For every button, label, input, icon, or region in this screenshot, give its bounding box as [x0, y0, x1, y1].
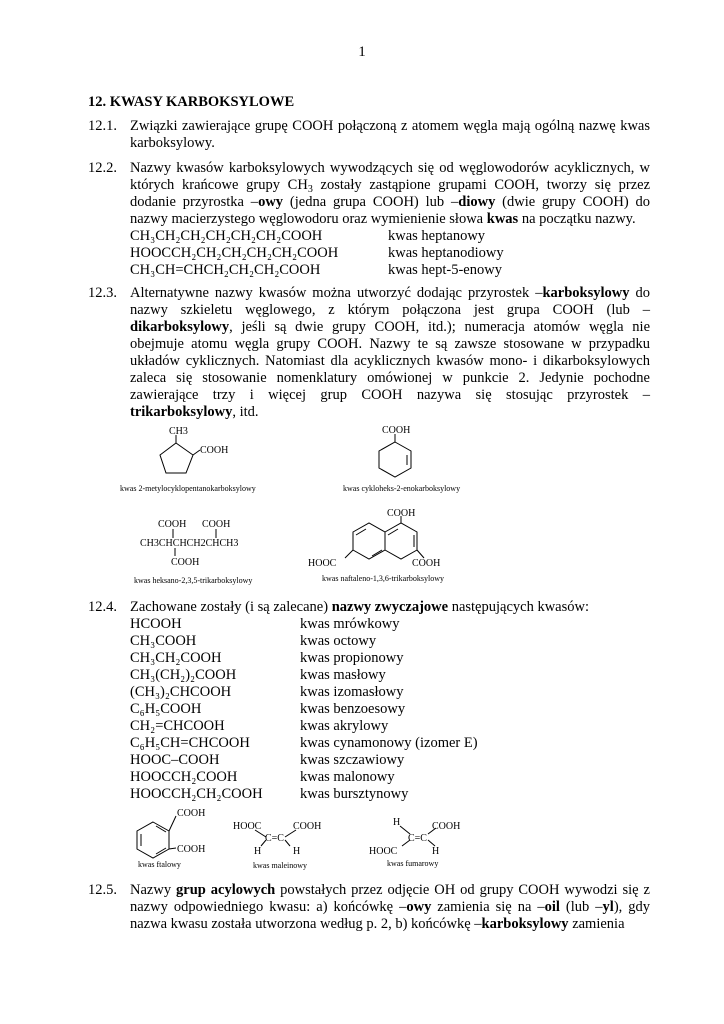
naphthalene-right-ring: [385, 523, 417, 559]
structures-figure-1: [0, 420, 724, 590]
caption: kwas ftalowy: [138, 860, 181, 869]
formula: C₆H₅COOH: [130, 701, 202, 717]
section-text: Nazwy kwasów karboksylowych wywodzących się od węglowodorów acyklicznych, w których krańcowe grupy $CH_3$ zostały zastąpione grupami COOH, tworzy się przez dodanie przyrostka –owy (jedna grupa COOH) lub –diowy (dwie grupy COOH) do nazwy macierzystego węglowodoru oraz wymienienie słowa kwas na początku nazwy.: [130, 160, 651, 227]
section-text: Nazwy grup acylowych powstałych przez odjęcie OH od grupy COOH wywodzi się z nazwy odpowiedniego kwasu: a) końcówkę –owy zamienia się na –oil (lub –yl), gdy nazwa kwasu została utworzona według p. 2, b) końcówkę –karboksylowy zamienia: [130, 882, 650, 932]
section-text: Alternatywne nazwy kwasów można utworzyć dodając przyrostek –karboksylowy do nazwy szkieletu węglowego, z którym połączona jest grupa COOH (lub – dikarboksylowy, jeśli są dwie grupy COOH, itd.); numeracja atomów węgla nie obejmuje atomu węgla grupy COOH. Nazwy te są zawsze stosowane w przypadku układów cyklicznych. Natomiast dla acyklicznych kwasów mono- i dikarboksylowych zaleca się stosowanie nomenklatury omówionej w punkcie 2. Jedynie pochodne zawierające trzy i więcej grup COOH nazywa się stosując przyrostek – trikarboksylowy, itd.: [130, 285, 651, 420]
formula: CH₂=CHCOOH: [130, 718, 225, 734]
acid-name: kwas akrylowy: [300, 718, 389, 734]
hooc-label: HOOC: [369, 846, 398, 857]
section-heading: 12. KWASY KARBOKSYLOWE: [88, 94, 295, 110]
section-number: 12.2.: [88, 160, 117, 176]
cooh-label: COOH: [293, 821, 322, 832]
formula: HOOCCH₂CH₂COOH: [130, 786, 263, 802]
acid-name: kwas cynamonowy (izomer E): [300, 735, 478, 751]
section-number: 12.1.: [88, 118, 117, 134]
cooh-label: COOH: [202, 519, 231, 530]
cooh-label: COOH: [200, 445, 229, 456]
formula: HOOC–COOH: [130, 752, 220, 768]
hooc-label: HOOC: [233, 821, 262, 832]
acid-name: kwas propionowy: [300, 650, 404, 666]
formula: HOOCCH₂CH₂CH₂CH₂CH₂COOH: [130, 245, 339, 261]
cyclopentane-ring: [160, 443, 193, 473]
cooh-label: COOH: [412, 558, 441, 569]
formula: (CH₃)₂CHCOOH: [130, 684, 232, 700]
section-12-1: [88, 118, 650, 152]
cooh-label: COOH: [387, 508, 416, 519]
h-label: H: [393, 817, 401, 828]
section-number: 12.4.: [88, 599, 117, 615]
section-12-5: [88, 882, 650, 933]
section-12-2: [88, 160, 650, 228]
formula: HCOOH: [130, 616, 182, 632]
caption: kwas cykloheks-2-enokarboksylowy: [343, 484, 461, 493]
acid-name: kwas szczawiowy: [300, 752, 405, 768]
caption: kwas fumarowy: [387, 859, 439, 868]
acid-name: kwas masłowy: [300, 667, 386, 683]
acid-name: kwas octowy: [300, 633, 377, 649]
formula: CH₃CH₂CH₂CH₂CH₂CH₂COOH: [130, 228, 323, 244]
naphthalene-left-ring: [353, 523, 385, 559]
section-12-4: [88, 599, 650, 616]
h-label: H: [293, 846, 301, 857]
caption: kwas naftaleno-1,3,6-trikarboksylowy: [322, 574, 444, 583]
formula: CH₃(CH₂)₂COOH: [130, 667, 237, 683]
section-number: 12.3.: [88, 285, 117, 301]
double-bond-label: C=C: [408, 833, 427, 844]
cooh-label: COOH: [382, 425, 411, 436]
h-label: H: [254, 846, 262, 857]
cyclohexene-ring: [379, 442, 411, 477]
formula: HOOCCH₂COOH: [130, 769, 238, 785]
section-12-3: [88, 285, 650, 421]
acid-name: kwas bursztynowy: [300, 786, 409, 802]
hooc-label: HOOC: [308, 558, 337, 569]
acid-name: kwas mrówkowy: [300, 616, 400, 632]
cooh-label: COOH: [177, 808, 206, 819]
caption: kwas heksano-2,3,5-trikarboksylowy: [134, 576, 253, 585]
h-label: H: [432, 846, 440, 857]
page-number: 1: [358, 44, 366, 60]
acid-name: kwas izomasłowy: [300, 684, 404, 700]
acid-name: kwas benzoesowy: [300, 701, 406, 717]
chain-formula: CH3CHCHCH2CHCH3: [140, 538, 239, 549]
ch3-label: CH3: [169, 426, 188, 437]
caption: kwas maleinowy: [253, 861, 307, 870]
structures-figure-2: [0, 804, 724, 874]
acid-name: kwas malonowy: [300, 769, 395, 785]
section-text: Zachowane zostały (i są zalecane) nazwy zwyczajowe następujących kwasów:: [130, 599, 589, 615]
section-text: Związki zawierające grupę COOH połączoną z atomem węgla mają ogólną nazwę kwas karboksylowy.: [130, 118, 650, 151]
cooh-label: COOH: [171, 557, 200, 568]
formula: C₆H₅CH=CHCOOH: [130, 735, 250, 751]
caption: kwas 2-metylocyklopentanokarboksylowy: [120, 484, 256, 493]
acid-name: kwas heptanowy: [388, 228, 486, 244]
double-bond-label: C=C: [265, 833, 284, 844]
acid-name: kwas heptanodiowy: [388, 245, 504, 261]
section-number: 12.5.: [88, 882, 117, 898]
acid-name: kwas hept-5-enowy: [388, 262, 502, 278]
cooh-label: COOH: [432, 821, 461, 832]
formula: CH₃COOH: [130, 633, 197, 649]
cooh-label: COOH: [158, 519, 187, 530]
benzene-ring: [137, 822, 169, 858]
cooh-label: COOH: [177, 844, 206, 855]
formula: CH₃CH₂COOH: [130, 650, 222, 666]
formula: CH₃CH=CHCH₂CH₂CH₂COOH: [130, 262, 321, 278]
